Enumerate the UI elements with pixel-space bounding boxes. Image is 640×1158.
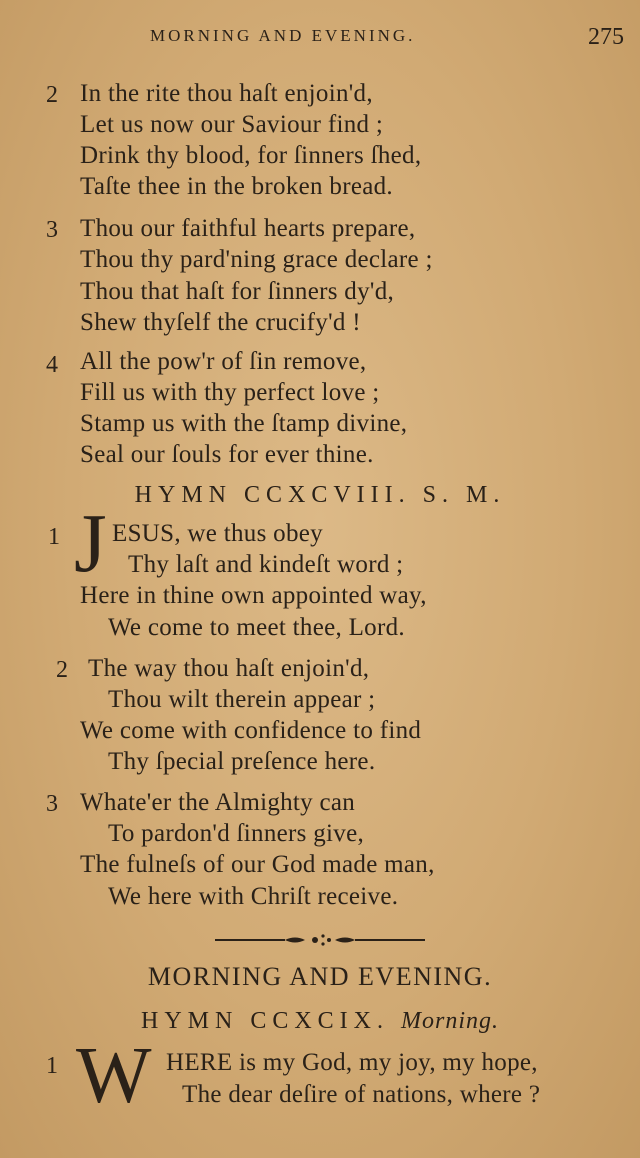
verse-line: Thy ſpecial preſence here. xyxy=(108,748,376,775)
verse-line: ESUS, we thus obey xyxy=(112,520,323,547)
verse-line: The dear deſire of nations, where ? xyxy=(182,1081,541,1108)
verse-line: Fill us with thy perfect love ; xyxy=(80,379,380,406)
stanza-number: 1 xyxy=(48,524,60,550)
drop-cap: W xyxy=(76,1032,152,1120)
verse-line: We here with Chriſt receive. xyxy=(108,883,399,910)
verse-line: Thou our faithful hearts prepare, xyxy=(80,215,416,242)
verse-line: Stamp us with the ſtamp divine, xyxy=(80,410,408,437)
page-header xyxy=(0,24,640,54)
hymn-subtitle: Morning. xyxy=(401,1008,499,1034)
verse-line: HERE is my God, my joy, my hope, xyxy=(166,1049,538,1076)
stanza-number: 1 xyxy=(46,1053,58,1079)
verse-line: We come to meet thee, Lord. xyxy=(108,614,405,641)
verse-line: Taſte thee in the broken bread. xyxy=(80,173,393,200)
ornament-rule xyxy=(215,930,425,950)
verse-line: Drink thy blood, for ſinners ſhed, xyxy=(80,142,422,169)
hymn-title-number: HYMN CCXCIX. xyxy=(140,1008,389,1034)
hymn-title xyxy=(0,1008,640,1035)
verse-line: Thy laſt and kindeſt word ; xyxy=(128,551,404,578)
verse-line: Here in thine own appointed way, xyxy=(80,582,427,609)
verse-line: Whate'er the Almighty can xyxy=(80,789,356,816)
verse-line: Seal our ſouls for ever thine. xyxy=(80,441,374,468)
page-number: 275 xyxy=(588,24,624,50)
stanza-number: 3 xyxy=(46,791,58,817)
verse-line: Thou thy pard'ning grace declare ; xyxy=(80,246,433,273)
section-title: MORNING AND EVENING. xyxy=(147,962,493,991)
verse-line: Shew thyſelf the crucify'd ! xyxy=(80,309,361,336)
stanza-number: 2 xyxy=(46,82,58,108)
stanza-number: 3 xyxy=(46,217,58,243)
verse-line: To pardon'd ſinners give, xyxy=(108,820,365,847)
drop-cap: J xyxy=(74,497,107,590)
verse-line: In the rite thou haſt enjoin'd, xyxy=(80,80,373,107)
verse-line: The fulneſs of our God made man, xyxy=(80,851,435,878)
verse-line: The way thou haſt enjoin'd, xyxy=(88,655,370,682)
verse-line: We come with confidence to find xyxy=(80,717,422,744)
stanza-number: 4 xyxy=(46,352,58,378)
verse-line: All the pow'r of ſin remove, xyxy=(80,348,367,375)
verse-line: Thou that haſt for ſinners dy'd, xyxy=(80,278,395,305)
hymn-title: HYMN CCXCVIII. S. M. xyxy=(134,482,506,508)
running-head: MORNING AND EVENING. xyxy=(150,26,416,45)
stanza-number: 2 xyxy=(56,657,68,683)
verse-line: Thou wilt therein appear ; xyxy=(108,686,376,713)
verse-line: Let us now our Saviour find ; xyxy=(80,111,384,138)
